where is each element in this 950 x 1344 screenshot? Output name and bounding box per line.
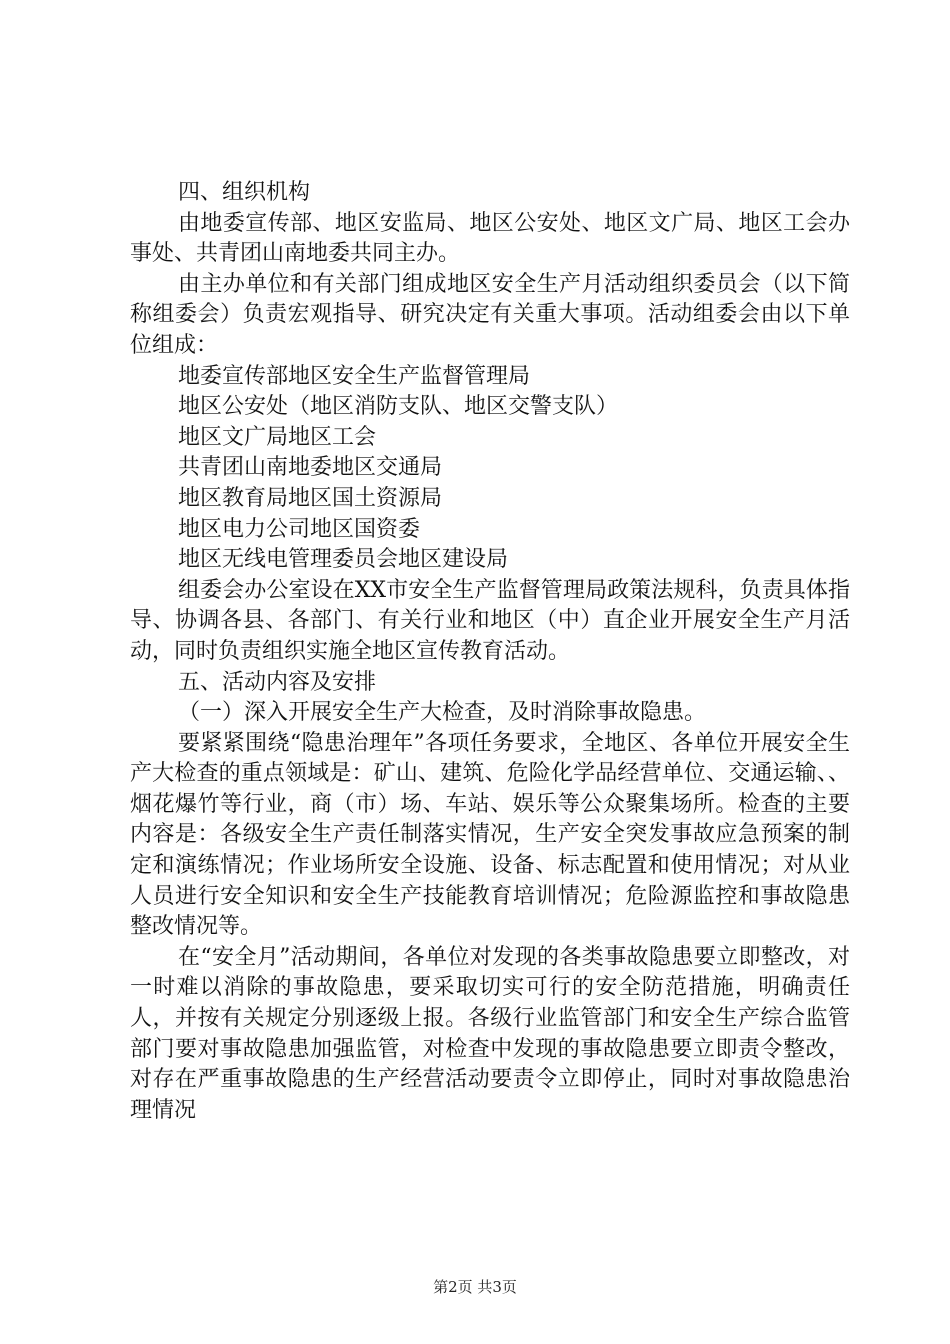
committee-member-line: 地区文广局地区工会 xyxy=(178,424,377,450)
paragraph-safety-month: 在“安全月”活动期间，各单位对发现的各类事故隐患要立即整改，对一时难以消除的事故隐患，要采取切实可行的安全防范措施，明确责任人，并按有关规定分别逐级上报。各级行业监管部门和安全生产综合监管部门要对事故隐患加强监管，对检查中发现的事故隐患要立即责令整改，对存在严重事故隐患的生产经营活动要责令立即停止，同时对事故隐患治理情况 xyxy=(130,944,850,1123)
section-heading-organization: 四、组织机构 xyxy=(178,180,311,205)
page-number: 第2页 共3页 xyxy=(433,1278,517,1296)
document-body xyxy=(130,178,850,1126)
section-heading-activities: 五、活动内容及安排 xyxy=(178,669,377,695)
paragraph-committee: 由主办单位和有关部门组成地区安全生产月活动组织委员会（以下简称组委会）负责宏观指导、研究决定有关重大事项。活动组委会由以下单位组成： xyxy=(130,271,850,358)
committee-member-line: 地区公安处（地区消防支队、地区交警支队） xyxy=(178,394,619,420)
committee-member-line: 地区教育局地区国土资源局 xyxy=(178,485,443,511)
committee-member-line: 地委宣传部地区安全生产监督管理局 xyxy=(178,363,531,389)
paragraph-organizers: 由地委宣传部、地区安监局、地区公安处、地区文广局、地区工会办事处、共青团山南地委共同主办。 xyxy=(130,210,850,267)
paragraph-office: 组委会办公室设在XX市安全生产监督管理局政策法规科，负责具体指导、协调各县、各部门、有关行业和地区（中）直企业开展安全生产月活动，同时负责组织实施全地区宣传教育活动。 xyxy=(130,577,850,664)
committee-member-line: 共青团山南地委地区交通局 xyxy=(178,455,443,481)
paragraph-inspection-scope: 要紧紧围绕“隐患治理年”各项任务要求，全地区、各单位开展安全生产大检查的重点领域是：矿山、建筑、危险化学品经营单位、交通运输、、烟花爆竹等行业，商（市）场、车站、娱乐等公众聚集场所。检查的主要内容是：各级安全生产责任制落实情况，生产安全突发事故应急预案的制定和演练情况；作业场所安全设施、设备、标志配置和使用情况；对从业人员进行安全知识和安全生产技能教育培训情况；危险源监控和事故隐患整改情况等。 xyxy=(130,730,850,940)
committee-member-line: 地区无线电管理委员会地区建设局 xyxy=(178,547,509,573)
committee-member-line: 地区电力公司地区国资委 xyxy=(178,516,421,542)
subsection-heading-inspection: （一）深入开展安全生产大检查，及时消除事故隐患。 xyxy=(178,700,707,726)
